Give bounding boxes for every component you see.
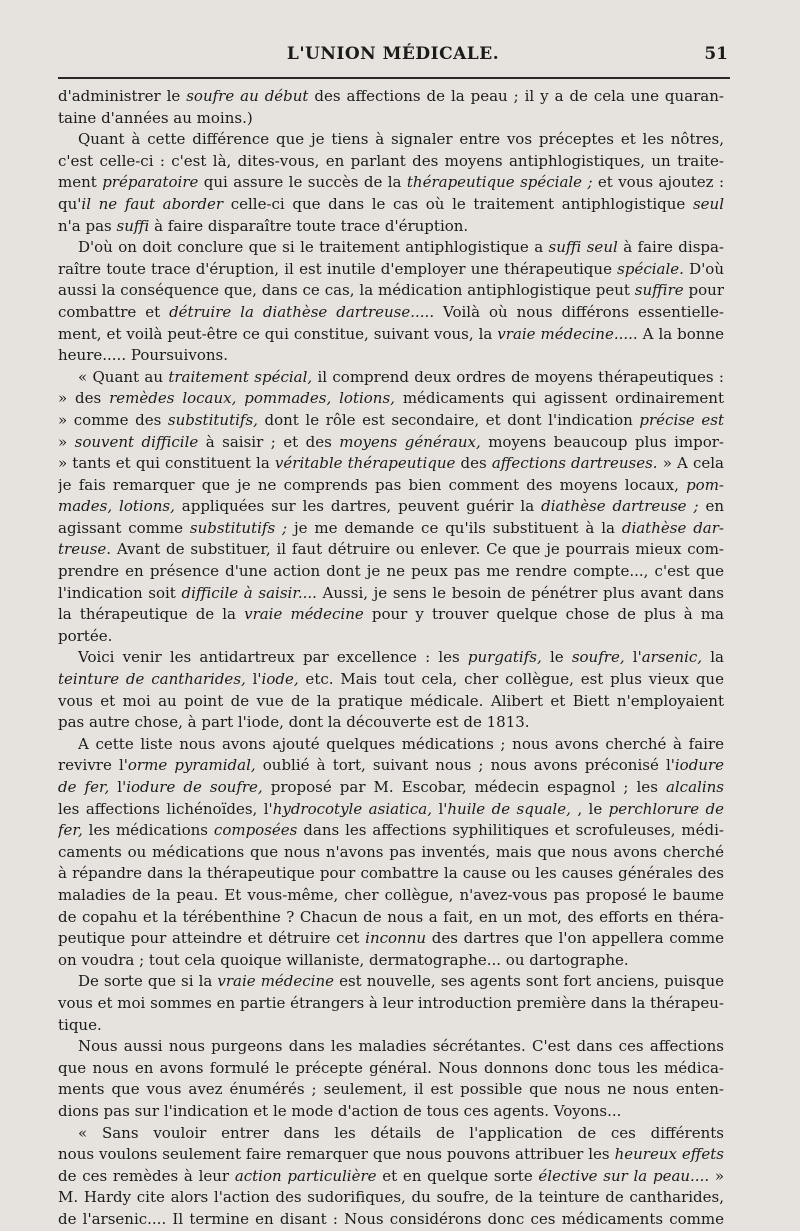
text-line: on voudra ; tout cela quoique willaniste, dermatographe... ou dartographe.	[58, 950, 629, 969]
text-line: tique.	[58, 1015, 102, 1034]
text-line: portée.	[58, 626, 113, 645]
text-line: les affections lichénoïdes, l'hydrocotyle asiatica, l'huile de squale, , le perchlorure de	[58, 799, 724, 818]
text-line: de fer, l'iodure de soufre, proposé par M. Escobar, médecin espagnol ; les alcalins	[58, 778, 724, 796]
text-line: peutique pour atteindre et détruire cet inconnu des dartres que l'on appellera comme	[58, 929, 724, 948]
text-line: dions pas sur l'indication et le mode d'action de tous ces agents. Voyons...	[58, 1101, 622, 1120]
text-line: « Sans vouloir entrer dans les détails de l'application de ces différents	[78, 1123, 724, 1142]
text-line: « Quant au traitement spécial, il comprend deux ordres de moyens thérapeutiques :	[78, 367, 724, 386]
text-line: Voici venir les antidartreux par excellence : les purgatifs, le soufre, l'arsenic, la	[78, 648, 724, 667]
text-line: l'indication soit difficile à saisir.... Aussi, je sens le besoin de pénétrer plus avant dans	[58, 583, 724, 602]
header-rule	[58, 77, 730, 79]
text-line: la thérapeutique de la vraie médecine pour y trouver quelque chose de plus à ma	[58, 605, 724, 624]
text-line: je fais remarquer que je ne comprends pas bien comment des moyens locaux, pom-	[58, 475, 724, 494]
body-text	[58, 86, 724, 1231]
text-line: combattre et détruire la diathèse dartreuse..... Voilà où nous différons essentielle-	[58, 302, 724, 321]
text-line: nous voulons seulement faire remarquer que nous pouvons attribuer les heureux effets	[58, 1145, 724, 1164]
text-line: taine d'années au moins.)	[58, 108, 253, 127]
text-line: n'a pas suffi à faire disparaître toute trace d'éruption.	[58, 216, 469, 235]
text-line: maladies de la peau. Et vous-même, cher collègue, n'avez-vous pas proposé le baume	[58, 885, 724, 904]
text-line: M. Hardy cite alors l'action des sudorifiques, du soufre, de la teinture de cantharides,	[58, 1188, 724, 1207]
text-line: » comme des substitutifs, dont le rôle est secondaire, et dont l'indication précise est	[58, 410, 724, 429]
text-line: revivre l'orme pyramidal, oublié à tort, suivant nous ; nous avons préconisé l'iodure	[58, 756, 724, 775]
text-line: vous et moi sommes en partie étrangers à leur introduction première dans la thérapeu-	[58, 993, 724, 1012]
text-line: Quant à cette différence que je tiens à signaler entre vos préceptes et les nôtres,	[78, 130, 724, 149]
text-line: » des remèdes locaux, pommades, lotions, médicaments qui agissent ordinairement	[58, 389, 724, 408]
text-line: mades, lotions, appliquées sur les dartres, peuvent guérir la diathèse dartreuse ; en	[58, 497, 724, 516]
text-line: aussi la conséquence que, dans ce cas, la médication antiphlogistique peut suffire pour	[58, 281, 724, 300]
text-line: que nous en avons formulé le précepte général. Nous donnons donc tous les médica-	[58, 1058, 724, 1077]
text-line: caments ou médications que nous n'avons pas inventés, mais que nous avons cherché	[58, 842, 724, 861]
text-line: fer, les médications composées dans les affections syphilitiques et scrofuleuses, médi-	[58, 821, 724, 840]
running-header	[58, 44, 728, 68]
text-line: ments que vous avez énumérés ; seulement, il est possible que nous ne nous enten-	[58, 1080, 724, 1099]
text-line: qu'il ne faut aborder celle-ci que dans le cas où le traitement antiphlogistique seul	[58, 194, 724, 213]
text-line: à répandre dans la thérapeutique pour combattre la cause ou les causes générales des	[58, 864, 724, 883]
text-line: ment préparatoire qui assure le succès de la thérapeutique spéciale ; et vous ajoutez :	[58, 173, 724, 192]
text-line: ment, et voilà peut-être ce qui constitue, suivant vous, la vraie médecine..... A la bonne	[58, 324, 724, 343]
running-title: L'UNION MÉDICALE.	[286, 44, 500, 64]
text-line: » tants et qui constituent la véritable thérapeutique des affections dartreuses. » A cela	[58, 454, 724, 473]
text-line: d'administrer le soufre au début des affections de la peau ; il y a de cela une quaran-	[58, 87, 724, 105]
text-line: agissant comme substitutifs ; je me demande ce qu'ils substituent à la diathèse dar-	[58, 518, 724, 537]
text-line: » souvent difficile à saisir ; et des moyens généraux, moyens beaucoup plus impor-	[58, 432, 724, 451]
text-line: teinture de cantharides, l'iode, etc. Mais tout cela, cher collègue, est plus vieux que	[58, 670, 724, 689]
text-line: c'est celle-ci : c'est là, dites-vous, en parlant des moyens antiphlogistiques, un traite-	[58, 151, 724, 170]
text-line: raître toute trace d'éruption, il est inutile d'employer une thérapeutique spéciale. D'où	[58, 259, 724, 278]
text-line: de copahu et la térébenthine ? Chacun de nous a fait, en un mot, des efforts en théra-	[58, 907, 724, 926]
text-line: D'où on doit conclure que si le traitement antiphlogistique a suffi seul à faire dispa-	[78, 238, 724, 257]
text-line: pas autre chose, à part l'iode, dont la découverte est de 1813.	[58, 713, 530, 732]
text-line: de l'arsenic.... Il termine en disant : Nous considérons donc ces médicaments comme	[58, 1209, 724, 1228]
text-line: heure..... Poursuivons.	[58, 346, 228, 365]
text-line: A cette liste nous avons ajouté quelques médications ; nous avons cherché à faire	[78, 734, 724, 753]
page-number: 51	[704, 44, 728, 64]
text-line: prendre en présence d'une action dont je ne peux pas me rendre compte..., c'est que	[58, 562, 724, 581]
text-line: Nous aussi nous purgeons dans les maladies sécrétantes. C'est dans ces affections	[78, 1037, 724, 1056]
text-line: treuse. Avant de substituer, il faut détruire ou enlever. Ce que je pourrais mieux com-	[58, 540, 724, 559]
text-line: de ces remèdes à leur action particulière et en quelque sorte élective sur la peau.... »	[58, 1166, 724, 1185]
text-line: De sorte que si la vraie médecine est nouvelle, ses agents sont fort anciens, puisque	[78, 972, 724, 991]
text-line: vous et moi au point de vue de la pratique médicale. Alibert et Biett n'employaient	[58, 691, 724, 710]
